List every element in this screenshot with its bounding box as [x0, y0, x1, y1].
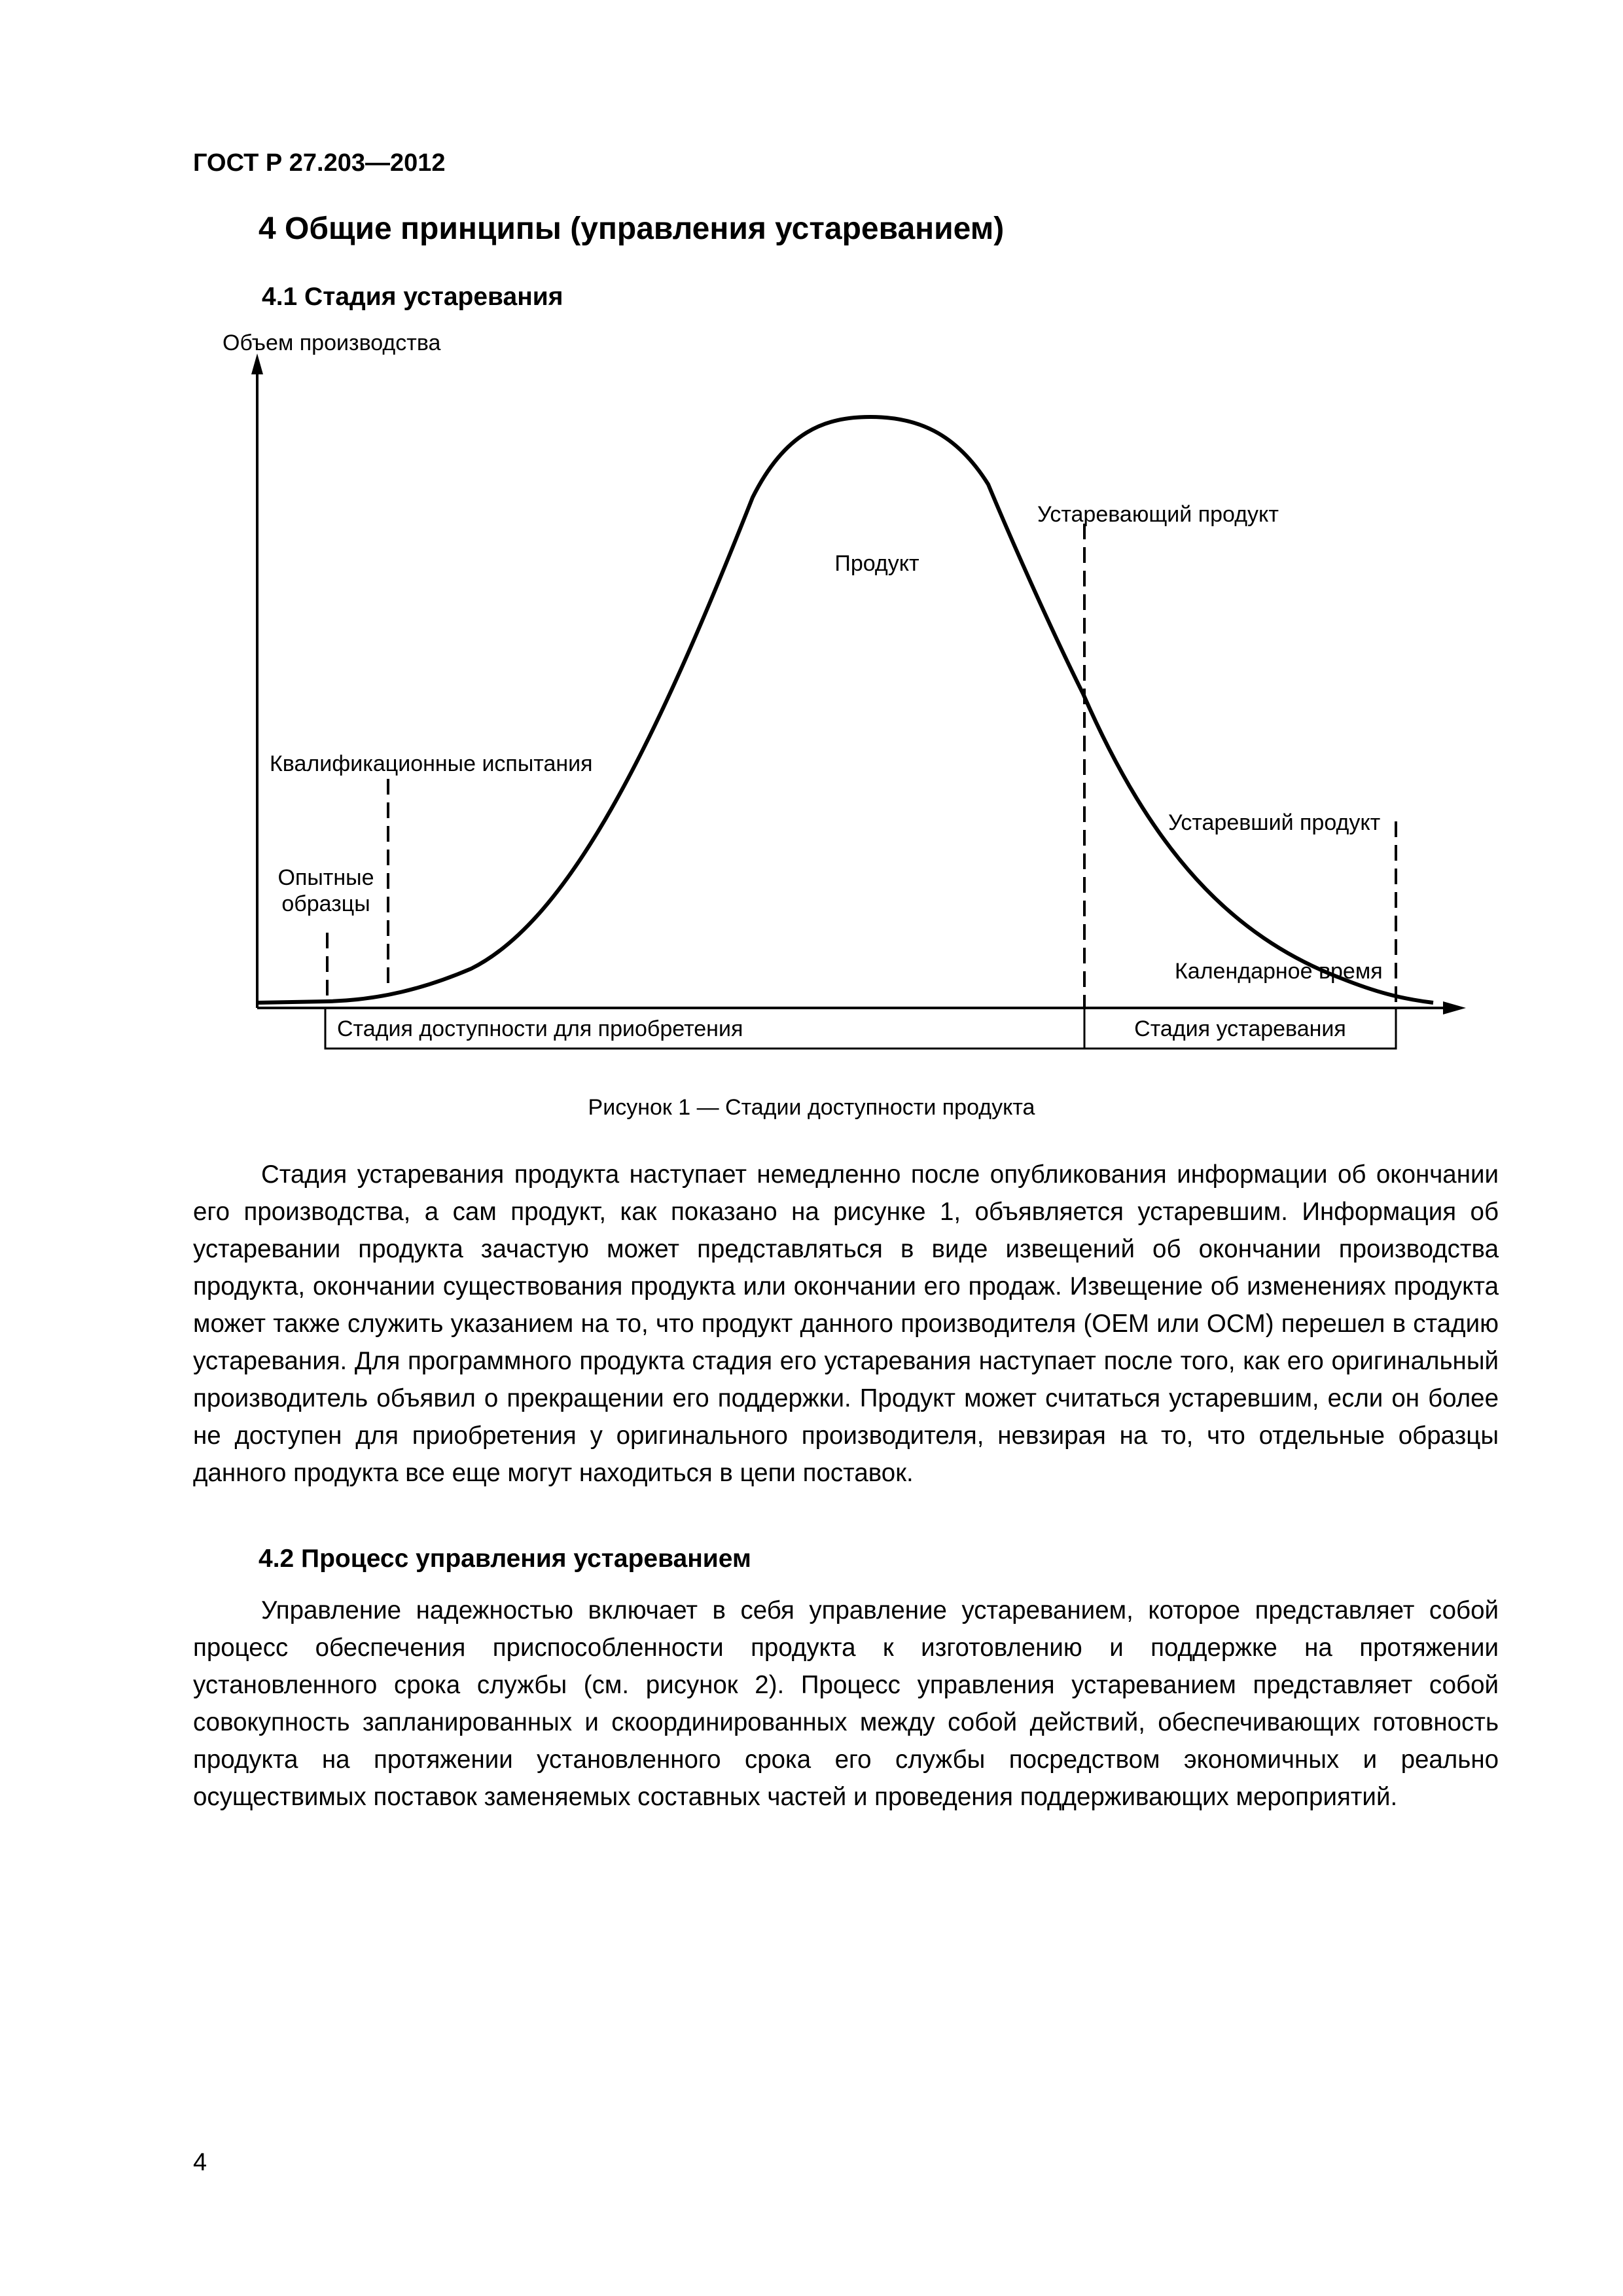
lifecycle-diagram — [0, 0, 1623, 1113]
x-axis-arrow — [1443, 1001, 1466, 1014]
stage-availability-label: Стадия доступности для приобретения — [337, 1016, 743, 1041]
y-axis-arrow — [251, 353, 263, 374]
obsolescent-label: Устаревающий продукт — [1037, 502, 1279, 527]
document-id: ГОСТ Р 27.203—2012 — [193, 149, 446, 177]
qualification-label: Квалификационные испытания — [270, 751, 593, 776]
figure-caption: Рисунок 1 — Стадии доступности продукта — [588, 1095, 1035, 1120]
y-axis-label: Объем производства — [223, 331, 441, 355]
subsection-title-4-2: 4.2 Процесс управления устареванием — [259, 1545, 751, 1573]
paragraph-management-process: Управление надежностью включает в себя управление устареванием, которое представляет собой процесс обеспечения приспособленности продукта к изготовлению и поддержке на протяжении установленного срока службы (см. рисунок 2). Процесс управления устареванием представляет собой совокупность запланированных и скоординированных между собой действий, обеспечивающих готовность продукта на протяжении установленного срока его службы посредством экономичных и реально осуществимых поставок заменяемых составных частей и проведения поддерживающих мероприятий. — [193, 1596, 1499, 1811]
prototypes-label-line2: образцы — [281, 891, 370, 916]
paragraph-obsolescence-stage: Стадия устаревания продукта наступает немедленно после опубликования информации об окончании его производства, а сам продукт, как показано на рисунке 1, объявляется устаревшим. Информация об устаревании продукта зачастую может представляться в виде извещений об окончании производства продукта, окончании существования продукта или окончании его продаж. Извещение об изменениях продукта может также служить указанием на то, что продукт данного производителя (OEM или OCM) перешел в стадию устаревания. Для программного продукта стадия его устаревания наступает после того, как его оригинальный производитель объявил о прекращении его поддержки. Продукт может считаться устаревшим, если он более не доступен для приобретения у оригинального производителя, невзирая на то, что отдельные образцы данного продукта все еще могут находиться в цепи поставок. — [193, 1160, 1499, 1487]
obsolete-label: Устаревший продукт — [1168, 810, 1381, 835]
stage-obsolescence-label: Стадия устаревания — [1134, 1016, 1346, 1041]
subsection-title-4-1: 4.1 Стадия устаревания — [262, 283, 563, 311]
x-axis-label: Календарное время — [1175, 959, 1383, 984]
prototypes-label-line1: Опытные — [277, 865, 374, 890]
section-title: 4 Общие принципы (управления устареванием) — [259, 211, 1005, 246]
curve-label: Продукт — [834, 551, 919, 576]
page-number: 4 — [193, 2149, 207, 2176]
